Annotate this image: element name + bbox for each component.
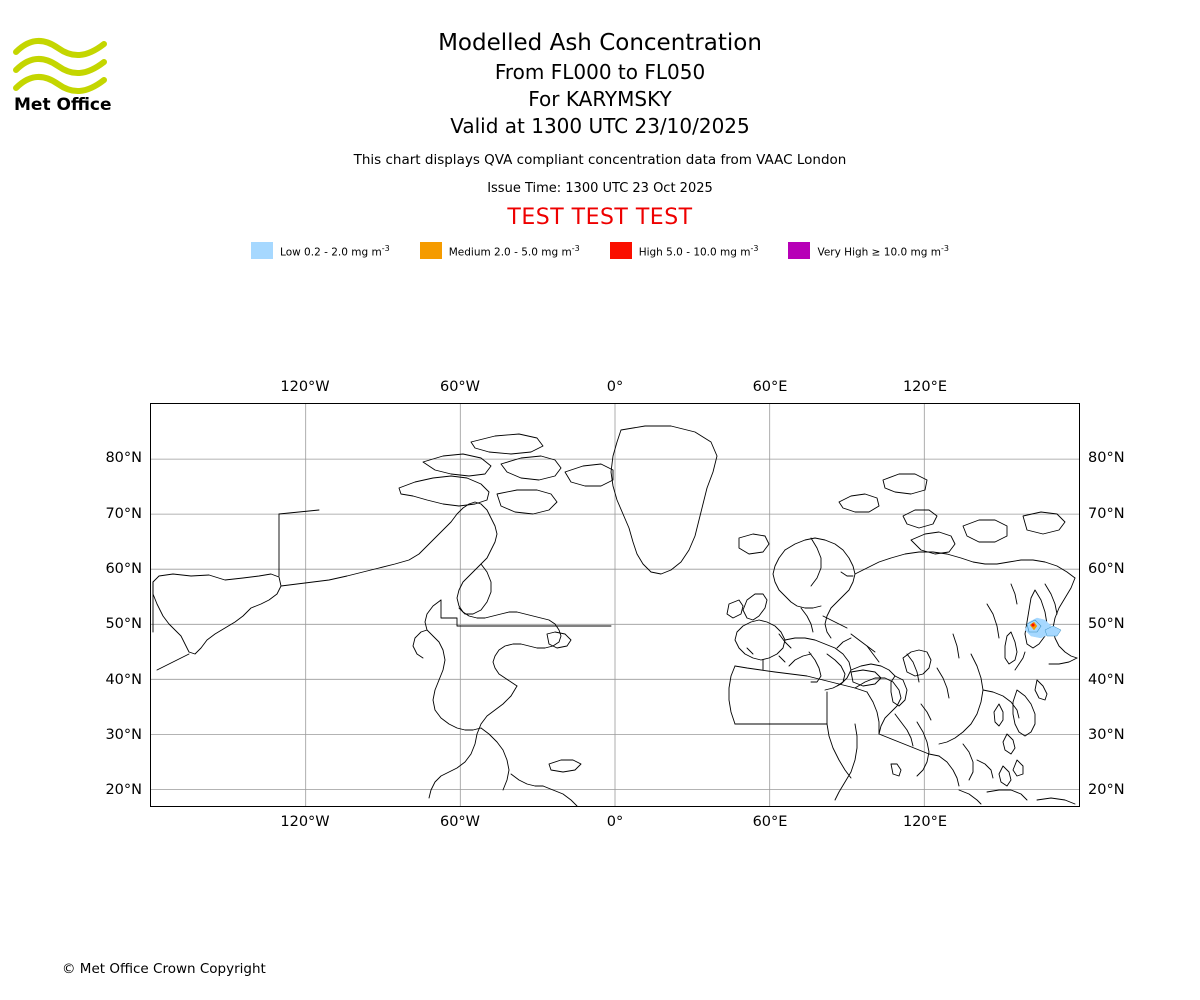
page-title: Modelled Ash Concentration bbox=[438, 30, 762, 56]
copyright-footer: © Met Office Crown Copyright bbox=[62, 961, 266, 977]
met-office-logo-text: Met Office bbox=[14, 95, 112, 112]
world-map[interactable] bbox=[150, 403, 1080, 807]
lat-label-right-2: 60°N bbox=[1088, 561, 1125, 578]
legend-label-low: Low 0.2 - 2.0 mg $m^{-3}$ bbox=[280, 244, 390, 259]
lon-label-top-2: 0° bbox=[606, 379, 624, 395]
lat-label-right-1: 70°N bbox=[1088, 505, 1125, 522]
chart-header bbox=[0, 28, 1200, 231]
lat-label-right-3: 50°N bbox=[1088, 616, 1125, 633]
legend-swatch-medium bbox=[420, 242, 442, 259]
lat-label-left-0: 80°N bbox=[105, 450, 142, 467]
legend-item-medium bbox=[420, 242, 580, 260]
flight-level-range: From FL000 to FL050 bbox=[494, 60, 706, 84]
lon-label-bottom-1: 60°W bbox=[439, 814, 481, 830]
lat-label-left-2: 60°N bbox=[105, 561, 142, 578]
lat-label-right-5: 30°N bbox=[1088, 727, 1125, 744]
issue-time: Issue Time: 1300 UTC 23 Oct 2025 bbox=[487, 181, 713, 196]
lat-label-left-3: 50°N bbox=[105, 616, 142, 633]
lat-label-left-6: 20°N bbox=[105, 782, 142, 799]
lat-label-left-4: 40°N bbox=[105, 671, 142, 688]
ash-plume-karymsky bbox=[1025, 618, 1061, 638]
lon-label-bottom-4: 120°E bbox=[902, 814, 948, 830]
lat-label-right-4: 40°N bbox=[1088, 671, 1125, 688]
lon-label-bottom-3: 60°E bbox=[752, 814, 788, 830]
lat-label-left-5: 30°N bbox=[105, 727, 142, 744]
valid-time: Valid at 1300 UTC 23/10/2025 bbox=[450, 114, 750, 138]
volcano-name: For KARYMSKY bbox=[528, 87, 672, 111]
legend-swatch-very-high bbox=[788, 242, 810, 259]
concentration-legend bbox=[0, 242, 1200, 260]
graticule bbox=[151, 404, 1079, 806]
qva-note: This chart displays QVA compliant concentration data from VAAC London bbox=[353, 152, 847, 168]
map-canvas bbox=[151, 404, 1079, 806]
lon-label-top-1: 60°W bbox=[439, 379, 481, 395]
lon-label-top-0: 120°W bbox=[280, 379, 330, 395]
legend-swatch-high bbox=[610, 242, 632, 259]
lon-label-top-3: 60°E bbox=[752, 379, 788, 395]
legend-label-medium: Medium 2.0 - 5.0 mg $m^{-3}$ bbox=[448, 244, 580, 259]
lon-label-top-4: 120°E bbox=[902, 379, 948, 395]
legend-label-high: High 5.0 - 10.0 mg $m^{-3}$ bbox=[638, 244, 759, 259]
lon-label-bottom-0: 120°W bbox=[280, 814, 330, 830]
legend-label-very-high: Very High ≥ 10.0 mg $m^{-3}$ bbox=[817, 244, 949, 259]
legend-item-low bbox=[251, 242, 390, 260]
lat-label-left-1: 70°N bbox=[105, 505, 142, 522]
test-banner: TEST TEST TEST bbox=[507, 205, 693, 230]
legend-swatch-low bbox=[251, 242, 273, 259]
lon-label-bottom-2: 0° bbox=[606, 814, 624, 830]
lat-label-right-6: 20°N bbox=[1088, 782, 1125, 799]
lat-label-right-0: 80°N bbox=[1088, 450, 1125, 467]
legend-item-very-high bbox=[788, 242, 948, 260]
legend-item-high bbox=[610, 242, 759, 260]
